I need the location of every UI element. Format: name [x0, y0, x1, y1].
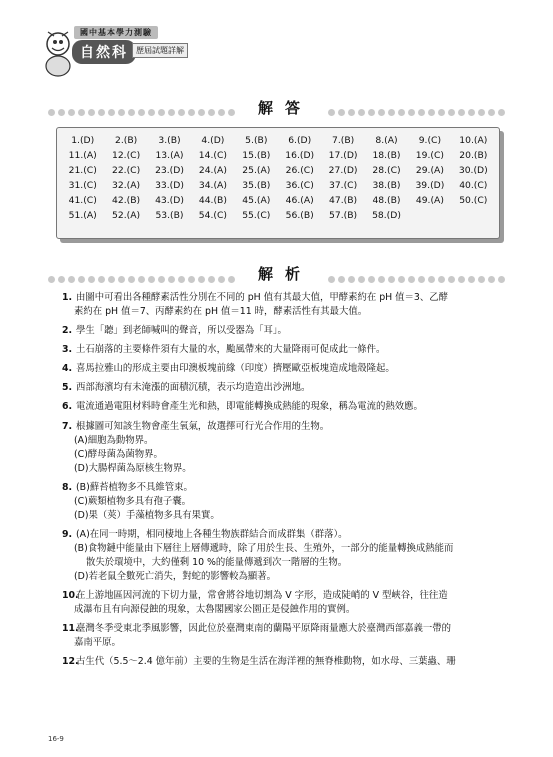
decorative-dot — [408, 109, 415, 116]
decorative-dot — [498, 109, 505, 116]
decorative-dot — [58, 109, 65, 116]
decorative-dot — [208, 109, 215, 116]
explanation-line — [62, 381, 512, 395]
decorative-dot — [48, 109, 55, 116]
answer-cell: 21.(C) — [68, 165, 97, 176]
explanation-item — [62, 589, 512, 617]
decorative-dot — [368, 276, 375, 283]
decorative-dot — [108, 276, 115, 283]
explanation-subline — [62, 481, 512, 495]
item-number: 10. — [62, 589, 79, 601]
explanation-line — [62, 622, 512, 636]
answer-cell: 4.(D) — [201, 135, 225, 146]
explanation-line — [62, 343, 512, 357]
answer-cell: 55.(C) — [242, 210, 271, 221]
answer-cell: 15.(B) — [242, 150, 271, 161]
decorative-dot — [168, 109, 175, 116]
decorative-dot — [138, 276, 145, 283]
answer-grid — [61, 135, 495, 221]
decorative-dot — [88, 276, 95, 283]
answer-cell — [452, 210, 495, 221]
explanation-line — [62, 603, 512, 617]
answer-cell: 33.(D) — [155, 180, 184, 191]
answer-cell: 52.(A) — [112, 210, 141, 221]
explanation-subline — [62, 434, 512, 448]
line-text: 土石崩落的主要條件須有大量的水，颱風帶來的大量降雨可促成此一條件。 — [76, 344, 386, 356]
subline-text: (B)食物鏈中能量由下層往上層傳遞時，除了用於生長、生殖外，一部分的能量轉換成熱能而 — [74, 542, 454, 554]
explanation-line — [62, 420, 512, 434]
decorative-dot — [88, 109, 95, 116]
subline-text: (D)大腸桿菌為原核生物界。 — [74, 462, 192, 474]
decorative-dot — [418, 109, 425, 116]
answer-cell: 46.(A) — [285, 195, 314, 206]
line-text: 成瀑布且有向源侵蝕的現象，太魯閣國家公園正是侵蝕作用的實例。 — [74, 603, 356, 615]
decorative-dot — [408, 276, 415, 283]
explanation-line — [62, 528, 512, 542]
answer-cell: 2.(B) — [114, 135, 138, 146]
answer-cell: 48.(B) — [372, 195, 401, 206]
decorative-dot — [188, 276, 195, 283]
item-number: 8. — [62, 481, 73, 493]
decorative-dot — [338, 276, 345, 283]
answer-cell: 12.(C) — [111, 150, 141, 161]
decorative-dot — [128, 109, 135, 116]
answer-cell: 41.(C) — [68, 195, 97, 206]
decorative-dot — [358, 276, 365, 283]
decorative-dot — [118, 276, 125, 283]
answer-cell: 3.(B) — [158, 135, 181, 146]
explanation-item — [62, 622, 512, 650]
decorative-dot — [338, 109, 345, 116]
decorative-dot — [438, 109, 445, 116]
answer-cell: 16.(D) — [285, 150, 315, 161]
item-number: 11. — [62, 622, 79, 634]
line-text: 由圖中可看出各種酵素活性分別在不同的 pH 值有其最大值，甲酵素約在 pH 值＝3、乙酵 — [76, 292, 449, 303]
answer-cell: 57.(B) — [329, 210, 358, 221]
line-text: 喜馬拉雅山的形成主要由印澳板塊前緣（印度）擠壓歐亞板塊造成地殼隆起。 — [76, 363, 395, 375]
answer-cell: 29.(A) — [415, 165, 444, 176]
item-number: 9. — [62, 528, 73, 540]
answer-cell: 28.(C) — [372, 165, 401, 176]
explanation-subline — [62, 495, 512, 509]
decorative-dot — [98, 109, 105, 116]
answer-cell — [408, 210, 451, 221]
explanation-item — [62, 400, 512, 414]
item-number: 3. — [62, 344, 73, 356]
header-series-title: 國中基本學力測驗 — [74, 26, 158, 39]
explanation-item — [62, 420, 512, 476]
decorative-dot — [328, 276, 335, 283]
decorative-dot — [168, 276, 175, 283]
decorative-dot — [178, 276, 185, 283]
item-number: 5. — [62, 382, 73, 394]
decorative-dot — [158, 276, 165, 283]
answer-cell: 51.(A) — [68, 210, 97, 221]
answer-cell: 39.(D) — [415, 180, 445, 191]
explanation-subline — [62, 509, 512, 523]
decorative-dot — [78, 276, 85, 283]
explanation-line — [62, 324, 512, 338]
decorative-dot — [388, 276, 395, 283]
decorative-dot — [458, 109, 465, 116]
header-subtitle: 歷屆試題詳解 — [132, 43, 188, 58]
decorative-dot — [418, 276, 425, 283]
answer-cell: 38.(B) — [372, 180, 401, 191]
decorative-dot — [128, 276, 135, 283]
answer-cell: 7.(B) — [331, 135, 355, 146]
explanation-item — [62, 528, 512, 584]
line-text: 嘉南平原。 — [74, 636, 121, 648]
explanation-subline — [62, 462, 512, 476]
line-text: 學生「聽」到老師喊叫的聲音，所以受器為「耳」。 — [76, 325, 287, 337]
answer-cell: 50.(C) — [459, 195, 488, 206]
item-number: 12. — [62, 656, 79, 668]
answer-cell: 42.(B) — [112, 195, 141, 206]
decorative-dot — [468, 109, 475, 116]
decorative-dot — [488, 109, 495, 116]
subline-text: (B)蘚苔植物多不具維管束。 — [76, 481, 193, 493]
decorative-dot — [358, 109, 365, 116]
item-number: 2. — [62, 325, 73, 337]
answer-cell: 37.(C) — [328, 180, 358, 191]
answer-cell: 56.(B) — [285, 210, 314, 221]
decorative-dot — [368, 109, 375, 116]
decorative-dot — [478, 109, 485, 116]
explanation-line — [62, 636, 512, 650]
answer-cell: 31.(C) — [68, 180, 97, 191]
answer-cell: 32.(A) — [112, 180, 141, 191]
decorative-dot — [158, 109, 165, 116]
subline-text: (C)酵母菌為菌物界。 — [74, 448, 163, 460]
answer-cell: 34.(A) — [198, 180, 227, 191]
answer-key-box — [56, 127, 500, 239]
page-number: 16-9 — [48, 735, 64, 743]
explanation-subline — [62, 542, 512, 556]
answer-cell: 14.(C) — [198, 150, 227, 161]
answer-cell: 6.(D) — [288, 135, 312, 146]
answer-cell: 19.(C) — [415, 150, 444, 161]
decorative-dot — [68, 109, 75, 116]
answer-cell: 53.(B) — [155, 210, 184, 221]
explanation-line — [62, 589, 512, 603]
answer-cell: 8.(A) — [375, 135, 398, 146]
line-text: 西部海濱均有未淹漲的面積沉積，表示均造造出沙洲地。 — [76, 382, 311, 394]
answer-cell: 43.(D) — [155, 195, 184, 206]
item-number: 4. — [62, 363, 73, 375]
explanation-item — [62, 343, 512, 357]
answer-cell: 27.(D) — [328, 165, 358, 176]
decorative-dot — [198, 276, 205, 283]
answers-heading: 解答 — [258, 99, 313, 117]
explanation-subline — [62, 556, 512, 570]
subline-text: (D)若老鼠全數死亡消失，對蛇的影響較為顯著。 — [74, 570, 277, 582]
explanation-line — [62, 291, 512, 305]
answer-cell: 45.(A) — [242, 195, 271, 206]
explanation-item — [62, 291, 512, 319]
subline-text: (A)細胞為動物界。 — [74, 434, 154, 446]
decorative-dot — [108, 109, 115, 116]
line-text: 根據圖可知該生物會產生氧氣，故選擇可行光合作用的生物。 — [76, 420, 330, 432]
decorative-dot — [448, 109, 455, 116]
answer-cell: 17.(D) — [328, 150, 358, 161]
decorative-dot — [218, 276, 225, 283]
answer-cell: 30.(D) — [458, 165, 488, 176]
explanation-line — [62, 400, 512, 414]
answer-cell: 10.(A) — [459, 135, 488, 146]
decorative-dot — [468, 276, 475, 283]
decorative-dot — [148, 276, 155, 283]
answer-cell: 35.(B) — [242, 180, 271, 191]
decorative-dot — [68, 276, 75, 283]
explanation-line — [62, 305, 512, 319]
line-text: (A)在同一時期，相同棲地上各種生物族群結合而成群集（群落）。 — [76, 528, 348, 540]
header-subject: 自然科 — [72, 40, 136, 64]
line-text: 電流通過電阻材料時會產生光和熱，即電能轉換成熱能的現象，稱為電流的熱效應。 — [76, 401, 423, 413]
book-header — [44, 20, 204, 84]
explanation-item — [62, 324, 512, 338]
explanation-item — [62, 381, 512, 395]
explanation-line — [62, 362, 512, 376]
line-text: 在上游地區因河流的下切力量，常會將谷地切割為 V 字形，造成陡峭的 V 型峽谷，往往造 — [76, 589, 448, 601]
decorative-dot — [58, 276, 65, 283]
decorative-dot — [208, 276, 215, 283]
decorative-dot — [228, 109, 235, 116]
decorative-dot — [488, 276, 495, 283]
decorative-dot — [98, 276, 105, 283]
item-number: 7. — [62, 420, 73, 432]
answer-cell: 18.(B) — [372, 150, 401, 161]
decorative-dot — [178, 109, 185, 116]
explanation-subline — [62, 570, 512, 584]
answer-cell: 13.(A) — [155, 150, 184, 161]
decorative-dot — [378, 109, 385, 116]
answer-cell: 23.(D) — [155, 165, 184, 176]
item-number: 6. — [62, 401, 73, 413]
line-text: 素約在 pH 值＝7、丙酵素約在 pH 值＝11 時，酵素活性有其最大值。 — [74, 306, 368, 317]
decorative-dot — [78, 109, 85, 116]
decorative-dot — [478, 276, 485, 283]
decorative-dot — [328, 109, 335, 116]
decorative-dot — [348, 276, 355, 283]
explanation-item — [62, 362, 512, 376]
answer-cell: 54.(C) — [198, 210, 227, 221]
decorative-dot — [198, 109, 205, 116]
answer-cell: 25.(A) — [242, 165, 271, 176]
decorative-dot — [48, 276, 55, 283]
answer-cell: 11.(A) — [68, 150, 97, 161]
decorative-dot — [448, 276, 455, 283]
item-number: 1. — [62, 292, 73, 303]
explanation-line — [62, 655, 512, 669]
answer-cell: 1.(D) — [71, 135, 95, 146]
line-text: 臺灣冬季受東北季風影響，因此位於臺灣東南的蘭陽平原降雨量應大於臺灣西部嘉義一帶的 — [76, 622, 452, 634]
answer-cell: 26.(C) — [285, 165, 314, 176]
decorative-dot — [348, 109, 355, 116]
answer-cell: 22.(C) — [111, 165, 141, 176]
line-text: 古生代（5.5～2.4 億年前）主要的生物是生活在海洋裡的無脊椎動物，如水母、三葉蟲、珊 — [76, 656, 456, 668]
answer-cell: 36.(C) — [285, 180, 314, 191]
answer-cell: 24.(A) — [198, 165, 227, 176]
answer-cell: 47.(B) — [329, 195, 358, 206]
answer-cell: 49.(A) — [415, 195, 444, 206]
explanations-list — [62, 291, 512, 674]
decorative-dot — [428, 109, 435, 116]
decorative-dot — [188, 109, 195, 116]
answer-cell: 9.(C) — [418, 135, 442, 146]
subline-text: 散失於環境中，大約僅剩 10 %的能量傳遞到次一階層的生物。 — [86, 556, 348, 568]
decorative-dot — [398, 109, 405, 116]
decorative-dot — [398, 276, 405, 283]
decorative-dot — [228, 276, 235, 283]
decorative-dot — [498, 276, 505, 283]
explanation-item — [62, 481, 512, 523]
answer-cell: 58.(D) — [372, 210, 401, 221]
answer-cell: 44.(B) — [198, 195, 227, 206]
explanations-heading: 解析 — [258, 265, 313, 283]
subline-text: (D)果（莢）手藻植物多具有果實。 — [74, 509, 220, 521]
explanation-item — [62, 655, 512, 669]
decorative-dot — [148, 109, 155, 116]
decorative-dot — [218, 109, 225, 116]
decorative-dot — [388, 109, 395, 116]
decorative-dot — [138, 109, 145, 116]
decorative-dot — [378, 276, 385, 283]
answer-cell: 20.(B) — [459, 150, 488, 161]
decorative-dot — [438, 276, 445, 283]
answer-cell: 40.(C) — [459, 180, 488, 191]
subline-text: (C)蕨類植物多具有孢子囊。 — [74, 495, 191, 507]
explanation-subline — [62, 448, 512, 462]
answer-cell: 5.(B) — [245, 135, 268, 146]
decorative-dot — [458, 276, 465, 283]
decorative-dot — [428, 276, 435, 283]
decorative-dot — [118, 109, 125, 116]
